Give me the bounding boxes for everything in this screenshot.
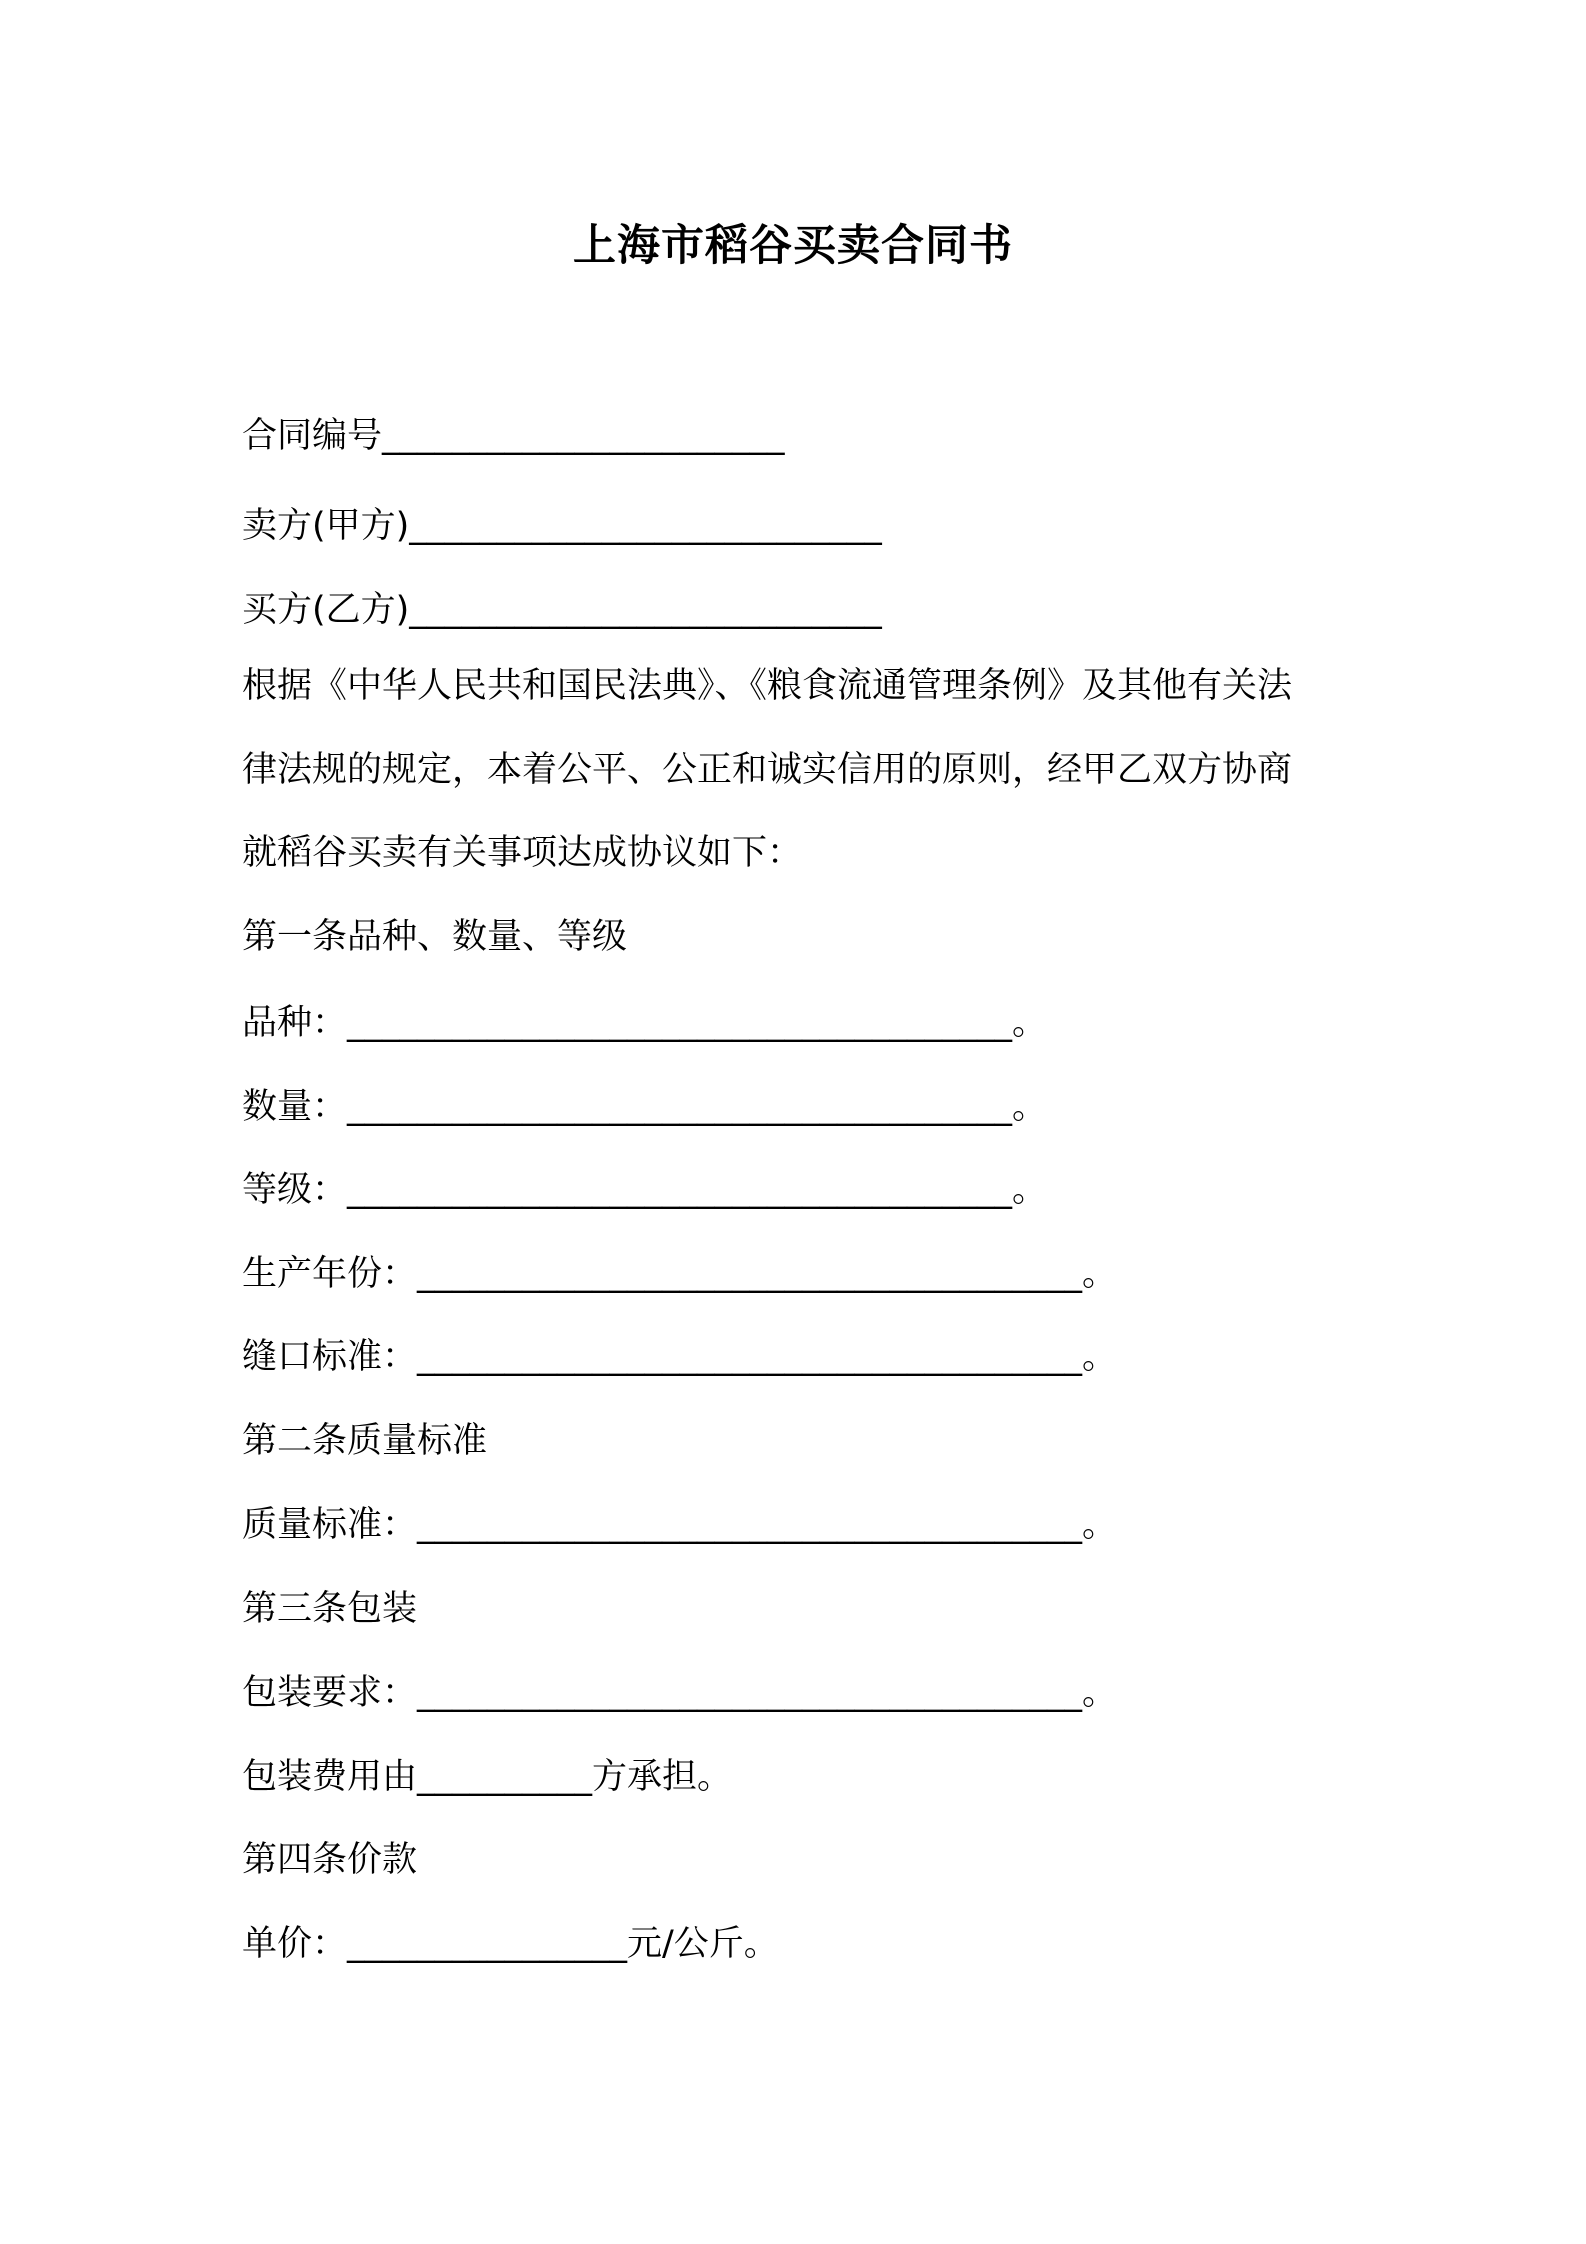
quality-standard-field: 质量标准：______________________________________。 xyxy=(242,1505,1118,1545)
preamble-line-2: 律法规的规定，本着公平、公正和诚实信用的原则，经甲乙双方协商 xyxy=(242,750,1293,790)
article-3-heading: 第三条包装 xyxy=(242,1589,418,1629)
article-4-heading: 第四条价款 xyxy=(242,1840,418,1880)
article-2-heading: 第二条质量标准 xyxy=(242,1421,488,1461)
unit-price-field: 单价：________________元/公斤。 xyxy=(242,1924,779,1964)
grade-field: 等级：______________________________________。 xyxy=(242,1170,1048,1210)
seller-field: 卖方(甲方)___________________________ xyxy=(242,506,882,546)
contract-number-field: 合同编号_______________________ xyxy=(242,416,785,456)
production-year-field: 生产年份：______________________________________。 xyxy=(242,1254,1118,1294)
buyer-field: 买方(乙方)___________________________ xyxy=(242,590,882,630)
document-title: 上海市稻谷买卖合同书 xyxy=(573,221,1013,271)
preamble-line-1: 根据《中华人民共和国民法典》、《粮食流通管理条例》及其他有关法 xyxy=(242,666,1293,706)
quantity-field: 数量：______________________________________。 xyxy=(242,1087,1048,1127)
article-1-heading: 第一条品种、数量、等级 xyxy=(242,917,628,957)
seam-standard-field: 缝口标准：______________________________________。 xyxy=(242,1337,1118,1377)
packaging-cost-field: 包装费用由__________方承担。 xyxy=(242,1757,733,1797)
preamble-line-3: 就稻谷买卖有关事项达成协议如下： xyxy=(242,833,803,873)
packaging-requirement-field: 包装要求：______________________________________。 xyxy=(242,1673,1118,1713)
variety-field: 品种：______________________________________。 xyxy=(242,1003,1048,1043)
